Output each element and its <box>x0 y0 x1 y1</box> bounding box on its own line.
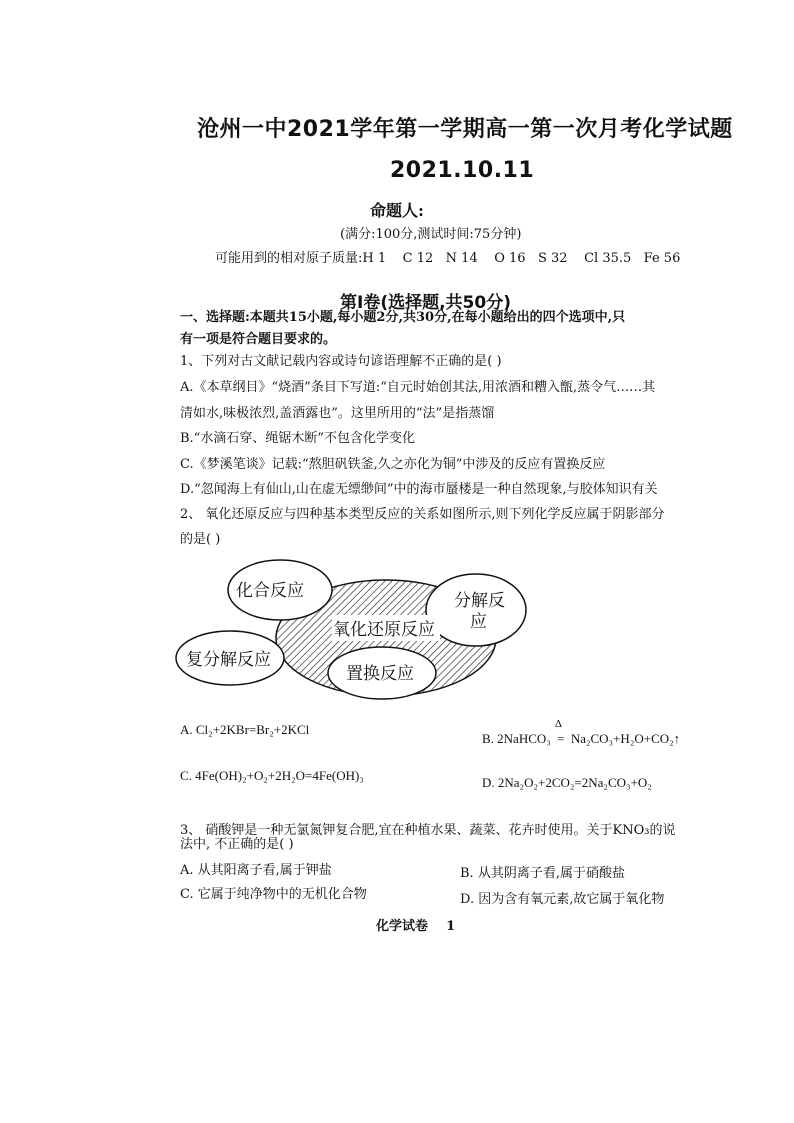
q2-option-b-reactant: B. 2NaHCO₃ <box>482 731 551 746</box>
exam-date: 2021.10.11 <box>390 158 535 183</box>
section-instruction-2: 有一项是符合题目要求的。 <box>180 332 337 347</box>
q3-option-d: D. 因为含有氧元素,故它属于氧化物 <box>460 892 665 907</box>
q2-option-a: A. Cl₂+2KBr=Br₂+2KCl <box>180 722 310 737</box>
q2-option-b <box>482 718 681 747</box>
q2-stem-line2: 的是( ) <box>180 532 221 547</box>
label-redox: 氧化还原反应 <box>333 620 435 640</box>
author-label: 命题人: <box>370 201 424 220</box>
heat-symbol: Δ <box>554 718 562 730</box>
reaction-types-diagram <box>170 555 550 705</box>
label-decomposition-1: 分解反 <box>454 591 505 611</box>
section-heading: 第Ⅰ卷(选择题,共50分) <box>340 293 511 313</box>
q1-option-b: B.“水滴石穿、绳锯木断”不包含化学变化 <box>180 431 415 446</box>
q2-option-c: C. 4Fe(OH)₂+O₂+2H₂O=4Fe(OH)₃ <box>180 768 364 783</box>
label-combination: 化合反应 <box>236 581 304 601</box>
label-decomposition-2: 应 <box>470 612 487 632</box>
label-double-displacement: 复分解反应 <box>186 650 271 670</box>
q1-option-a-line1: A.《本草纲目》“烧酒”条目下写道:“自元时始创其法,用浓酒和糟入甑,蒸令气……其 <box>180 380 656 395</box>
heat-arrow: Δ = <box>554 718 565 746</box>
atomic-masses: 可能用到的相对原子质量:H 1 C 12 N 14 O 16 S 32 Cl 35.5 Fe 56 <box>215 251 681 266</box>
q2-option-b-products: Na₂CO₃+H₂O+CO₂↑ <box>570 731 681 746</box>
q3-stem-line1: 3、 硝酸钾是一种无氯氮钾复合肥,宜在种植水果、蔬菜、花卉时使用。关于KNO₃的说 <box>180 823 676 838</box>
q1-option-c: C.《梦溪笔谈》记载:“熬胆矾铁釜,久之亦化为铜”中涉及的反应有置换反应 <box>180 457 606 472</box>
page-footer: 化学试卷 1 <box>376 919 456 934</box>
q1-stem: 1、下列对古文献记载内容或诗句谚语理解不正确的是( ) <box>180 354 502 369</box>
q3-option-a: A. 从其阳离子看,属于钾盐 <box>180 863 332 878</box>
q1-option-a-line2: 清如水,味极浓烈,盖酒露也”。这里所用的“法”是指蒸馏 <box>180 406 495 421</box>
q3-stem-line2: 法中, 不正确的是( ) <box>180 837 294 852</box>
score-time: (满分:100分,测试时间:75分钟) <box>340 227 522 242</box>
q2-stem-line1: 2、 氧化还原反应与四种基本类型反应的关系如图所示,则下列化学反应属于阴影部分 <box>180 507 665 522</box>
section-instruction-1: 一、选择题:本题共15小题,每小题2分,共30分,在每小题给出的四个选项中,只 <box>180 310 626 325</box>
q1-option-d: D.“忽闻海上有仙山,山在虚无缥缈间”中的海市蜃楼是一种自然现象,与胶体知识有关 <box>180 482 658 497</box>
q2-option-d: D. 2Na₂O₂+2CO₂=2Na₂CO₃+O₂ <box>482 775 652 790</box>
q3-option-c: C. 它属于纯净物中的无机化合物 <box>180 887 367 902</box>
label-displacement: 置换反应 <box>346 664 414 684</box>
exam-title: 沧州一中2021学年第一学期高一第一次月考化学试题 <box>197 117 733 142</box>
q3-option-b: B. 从其阴离子看,属于硝酸盐 <box>460 866 625 881</box>
